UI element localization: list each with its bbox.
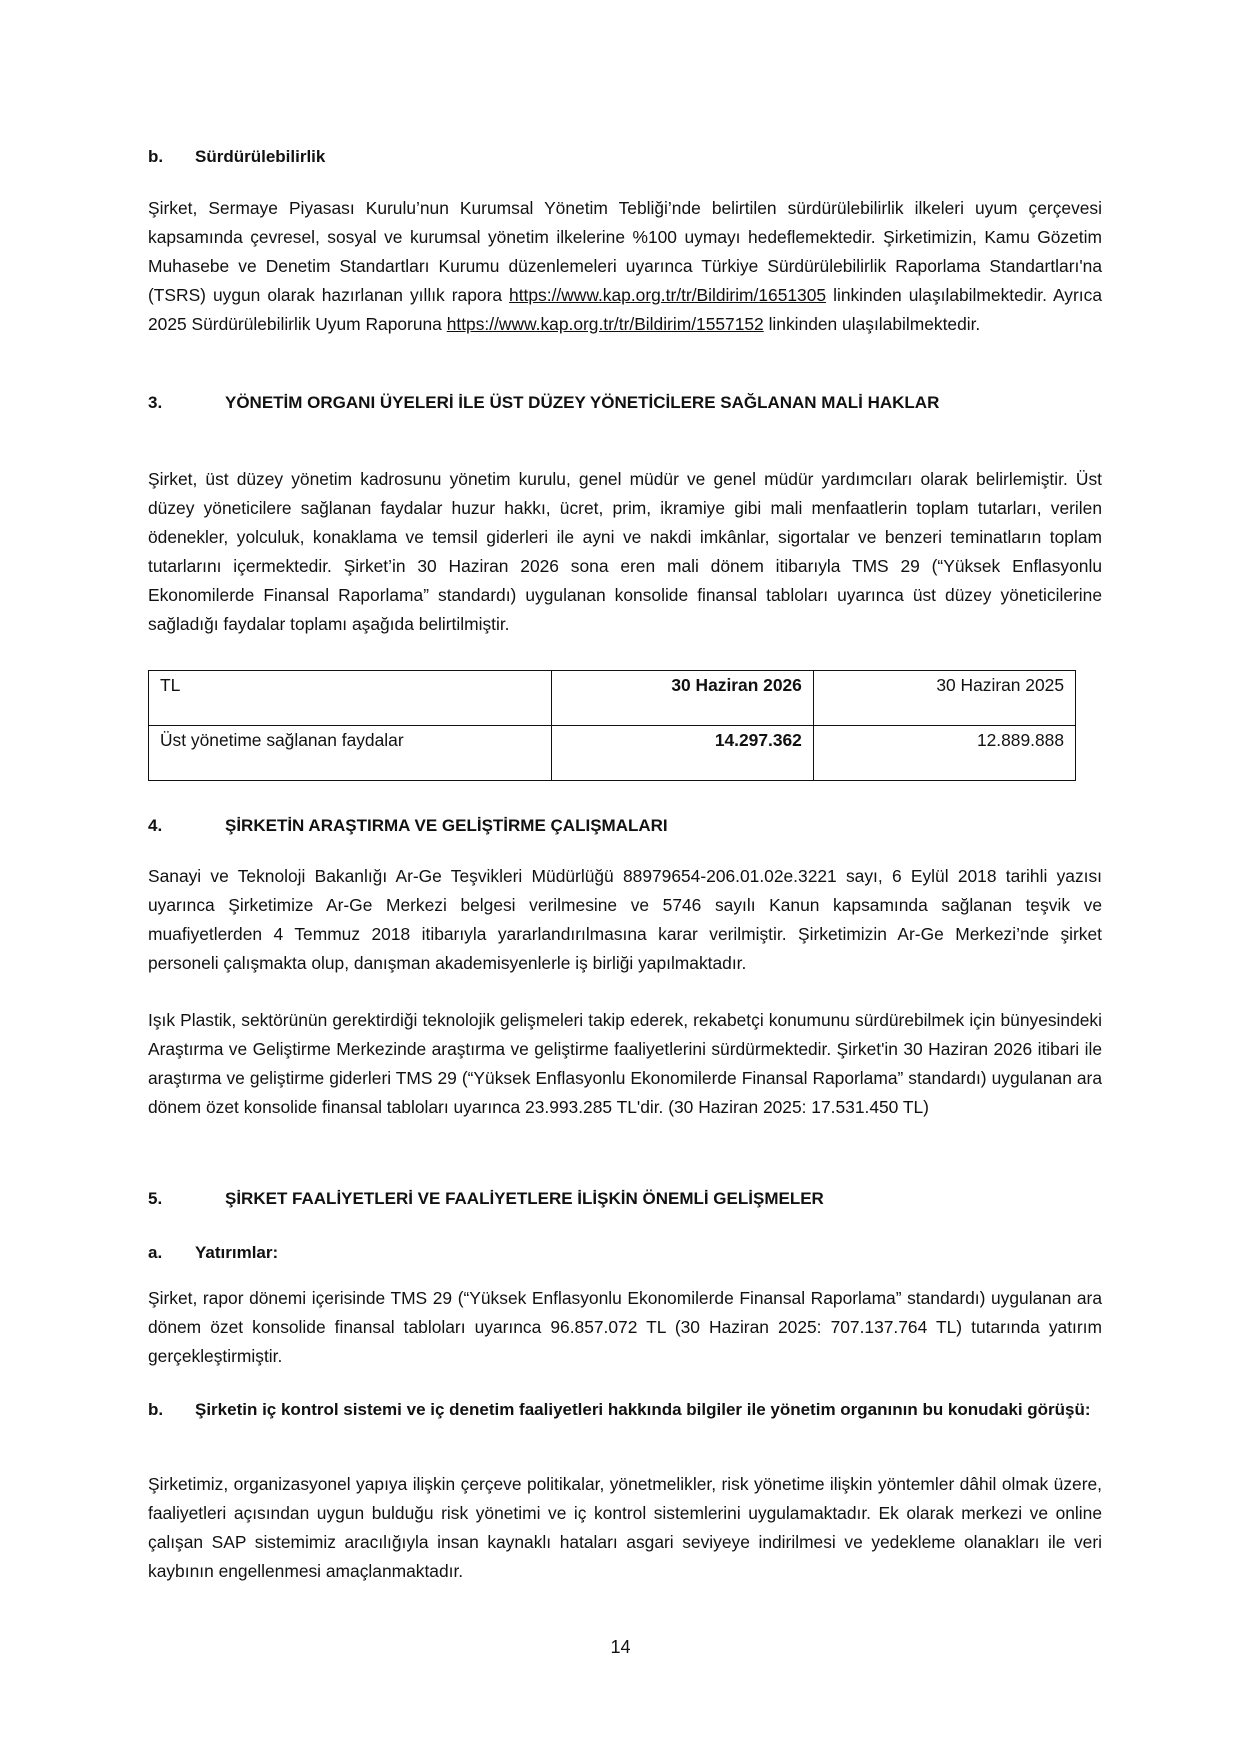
heading-number: a. [148, 1243, 163, 1262]
heading-section-3 [148, 392, 1102, 414]
heading-section-5 [148, 1188, 1102, 1210]
heading-sustainability [148, 146, 1102, 168]
table-cell: Üst yönetime sağlanan faydalar [149, 726, 552, 781]
heading-number: 4. [148, 816, 163, 835]
heading-number: 3. [148, 393, 163, 412]
heading-title: ŞİRKETİN ARAŞTIRMA VE GELİŞTİRME ÇALIŞMALARI [225, 816, 668, 835]
table-cell: 14.297.362 [551, 726, 813, 781]
table-header-row [149, 671, 1076, 726]
paragraph-internal-control: Şirketimiz, organizasyonel yapıya ilişkin çerçeve politikalar, yönetmelikler, risk yönetime ilişkin yöntemler dâhil olmak üzere, faaliyetleri açısından uygun bulduğu risk yönetimi ve iç kontrol sistemlerini uygulamaktadır. Ek olarak merkezi ve online çalışan SAP sistemimiz aracılığıyla insan kaynaklı hataları asgari seviyeye indirilmesi ve yedekleme olanakları ile veri kaybının engellenmesi amaçlanmaktadır. [148, 1474, 1102, 1581]
heading-title: ŞİRKET FAALİYETLERİ VE FAALİYETLERE İLİŞKİN ÖNEMLİ GELİŞMELER [225, 1189, 824, 1208]
heading-investments [148, 1242, 1102, 1264]
table-header-cell: 30 Haziran 2026 [551, 671, 813, 726]
paragraph-text: linkinden ulaşılabilmektedir. [763, 314, 981, 334]
paragraph-text: Şirket, Sermaye Piyasası Kurulu’nun Kurumsal Yönetim Tebliği’nde belirtilen sürdürülebilirlik ilkeleri uyum çerçevesi kapsamında çevresel, sosyal ve kurumsal yönetim ilkelerine %100 uymayı hedeflemektedir. Şirketimizin, Kamu Gözetim Muhasebe ve Denetim Standartları Kurumu düzenlemeleri uyarınca Türkiye Sürdürülebilirlik Raporlama Standartları'na (TSRS) uygun olarak hazırlanan yıllık rapora [148, 198, 1102, 305]
paragraph-text: linkinden ulaşılabilmektedir. Ayrıca 2025 Sürdürülebilirlik Uyum Raporuna [148, 285, 1102, 334]
table-cell: 12.889.888 [813, 726, 1075, 781]
heading-section-4 [148, 815, 1102, 837]
heading-title: YÖNETİM ORGANI ÜYELERİ İLE ÜST DÜZEY YÖNETİCİLERE SAĞLANAN MALİ HAKLAR [225, 393, 940, 412]
heading-internal-control [148, 1396, 1102, 1424]
heading-title: Sürdürülebilirlik [195, 147, 326, 166]
page-number: 14 [610, 1637, 631, 1657]
table-header-cell: 30 Haziran 2025 [813, 671, 1075, 726]
paragraph-investments: Şirket, rapor dönemi içerisinde TMS 29 (“Yüksek Enflasyonlu Ekonomilerde Finansal Raporlama” standardı) uygulanan ara dönem özet konsolide finansal tabloları uyarınca 96.857.072 TL (30 Haziran 2025: 707.137.764 TL) tutarında yatırım gerçekleştirmiştir. [148, 1288, 1102, 1366]
heading-title: Yatırımlar: [195, 1243, 279, 1262]
kap-link-tsrs-report[interactable]: https://www.kap.org.tr/tr/Bildirim/1651305 [509, 285, 827, 305]
heading-number: b. [148, 1400, 164, 1419]
paragraph-sustainability [148, 194, 1102, 339]
table-header-cell: TL [149, 671, 552, 726]
paragraph-rnd-expenses: Işık Plastik, sektörünün gerektirdiği teknolojik gelişmeleri takip ederek, rekabetçi konumunu sürdürebilmek için bünyesindeki Araştırma ve Geliştirme Merkezinde araştırma ve geliştirme faaliyetlerini sürdürmektedir. Şirket'in 30 Haziran 2026 itibari ile araştırma ve geliştirme giderleri TMS 29 (“Yüksek Enflasyonlu Ekonomilerde Finansal Raporlama” standardı) uygulanan ara dönem özet konsolide finansal tabloları uyarınca 23.993.285 TL'dir. (30 Haziran 2025: 17.531.450 TL) [148, 1010, 1102, 1117]
heading-title: Şirketin iç kontrol sistemi ve iç denetim faaliyetleri hakkında bilgiler ile yönetim organının bu konudaki görüşü: [195, 1400, 1091, 1419]
kap-link-compliance-report[interactable]: https://www.kap.org.tr/tr/Bildirim/1557152 [446, 314, 764, 334]
benefits-table [148, 670, 1076, 781]
heading-number: b. [148, 147, 164, 166]
table-row [149, 726, 1076, 781]
heading-number: 5. [148, 1189, 163, 1208]
paragraph-management-benefits: Şirket, üst düzey yönetim kadrosunu yönetim kurulu, genel müdür ve genel müdür yardımcıları olarak belirlemiştir. Üst düzey yöneticilere sağlanan faydalar huzur hakkı, ücret, prim, ikramiye gibi mali menfaatlerin toplam tutarları, verilen ödenekler, yolculuk, konaklama ve temsil giderleri ile ayni ve nakdi imkânlar, sigortalar ve benzeri teminatların toplam tutarlarını içermektedir. Şirket’in 30 Haziran 2026 sona eren mali dönem itibarıyla TMS 29 (“Yüksek Enflasyonlu Ekonomilerde Finansal Raporlama” standardı) uygulanan konsolide finansal tabloları uyarınca üst düzey yöneticilerine sağladığı faydalar toplamı aşağıda belirtilmiştir. [148, 469, 1102, 634]
paragraph-rnd-center: Sanayi ve Teknoloji Bakanlığı Ar-Ge Teşvikleri Müdürlüğü 88979654-206.01.02e.3221 sayı, 6 Eylül 2018 tarihli yazısı uyarınca Şirketimize Ar-Ge Merkezi belgesi verilmesine ve 5746 sayılı Kanun kapsamında sağlanan teşvik ve muafiyetlerden 4 Temmuz 2018 itibarıyla yararlandırılmasına karar verilmiştir. Şirketimizin Ar-Ge Merkezi’nde şirket personeli çalışmakta olup, danışman akademisyenlerle iş birliği yapılmaktadır. [148, 866, 1102, 973]
